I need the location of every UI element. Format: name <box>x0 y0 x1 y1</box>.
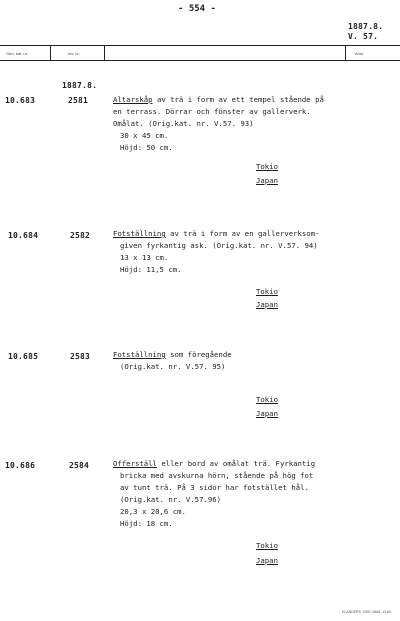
gen-kat-nr: 10.685 <box>8 352 39 361</box>
country: Japan <box>256 176 278 185</box>
column-inv-label: Inv. nr. <box>68 51 80 56</box>
entry-text-line: av trä i form av ett tempel stående på <box>152 95 324 104</box>
country: Japan <box>256 409 278 418</box>
column-divider <box>50 45 51 61</box>
column-divider <box>104 45 105 61</box>
gen-kat-nr: 10.683 <box>5 96 36 105</box>
header-volume: V. 57. <box>348 32 379 41</box>
entry-text-line: en terrass. Dörrar och fönster av gallerverk. <box>113 107 311 116</box>
entry-title: Altarskåp <box>113 95 153 104</box>
entry-text-line: av trä i form av en gallerverksom- <box>165 229 320 238</box>
entry-description <box>113 228 319 276</box>
header-rule-top <box>0 45 400 46</box>
column-gen-label: Gen. kat. nr. <box>6 51 28 56</box>
entry-text-line: 13 x 13 cm. <box>120 253 169 262</box>
inv-nr: 2583 <box>70 352 91 361</box>
year-note: 1887.8. <box>62 81 98 90</box>
entry-text-line: som föregående <box>165 350 232 359</box>
entry-text-line: av tunt trä. På 3 sidor har fotstället hål. <box>120 483 309 492</box>
entry-text-line: Omålat. (Orig.kat. nr. V.57. 93) <box>113 119 254 128</box>
inv-nr: 2581 <box>68 96 89 105</box>
gen-kat-nr: 10.684 <box>8 231 39 240</box>
header-rule-bottom <box>0 60 400 61</box>
entry-text-line: bricka med avskurna hörn, stående på hög fot <box>120 471 314 480</box>
column-anm-label: Anm. <box>355 51 365 56</box>
entry-title: Fotställning <box>113 350 166 359</box>
entry-description <box>113 349 232 373</box>
entry-text-line: 30 x 45 cm. <box>120 131 169 140</box>
header-year: 1887.8. <box>348 22 384 31</box>
entry-title: Offerställ <box>113 459 157 468</box>
place: Tokio <box>256 395 278 404</box>
place: Tokio <box>256 287 278 296</box>
column-divider <box>345 45 346 61</box>
entry-description <box>113 458 315 530</box>
entry-text-line: (Orig.kat. nr. V.57. 95) <box>120 362 226 371</box>
entry-title: Fotställning <box>113 229 166 238</box>
entry-text-line: 20,3 x 20,6 cm. <box>120 507 186 516</box>
entry-text-line: eller bord av omålat trä. Fyrkantig <box>156 459 316 468</box>
entry-text-line: Höjd: 11,5 cm. <box>120 265 182 274</box>
inv-nr: 2584 <box>69 461 90 470</box>
printer-mark: ELANDERS. GBG. 6646. 11.69. <box>342 610 392 614</box>
country: Japan <box>256 300 278 309</box>
country: Japan <box>256 556 278 565</box>
place: Tokio <box>256 541 278 550</box>
entry-text-line: (Orig.kat. nr. V.57.96) <box>120 495 222 504</box>
inv-nr: 2582 <box>70 231 91 240</box>
entry-text-line: Höjd: 18 cm. <box>120 519 173 528</box>
entry-text-line: given fyrkantig ask. (Orig.kat. nr. V.57. 94) <box>120 241 318 250</box>
entry-text-line: Höjd: 50 cm. <box>120 143 173 152</box>
place: Tokio <box>256 162 278 171</box>
entry-description <box>113 94 324 154</box>
page-number: - 554 - <box>178 4 216 14</box>
gen-kat-nr: 10.686 <box>5 461 36 470</box>
